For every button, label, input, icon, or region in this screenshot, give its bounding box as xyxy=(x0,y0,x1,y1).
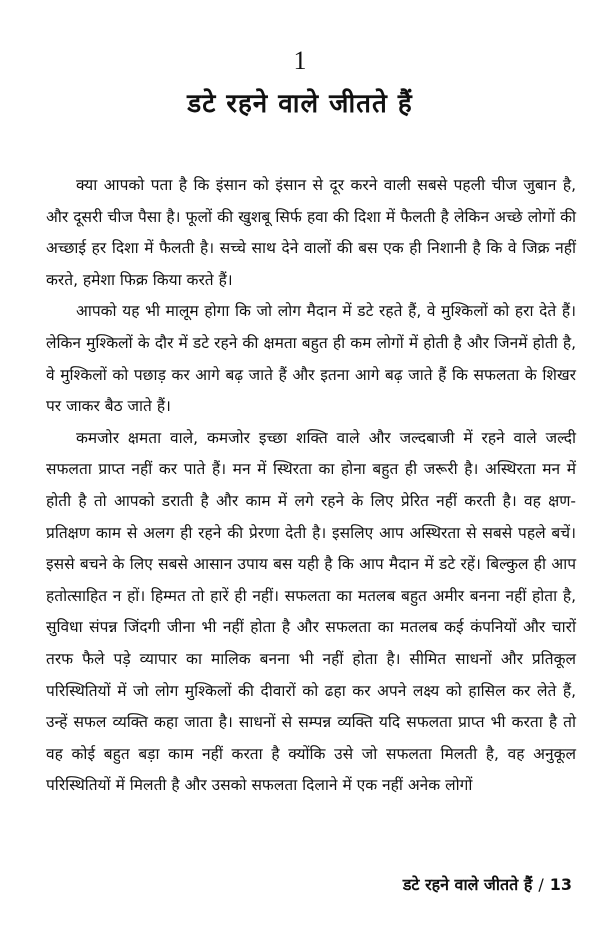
paragraph-1: क्या आपको पता है कि इंसान को इंसान से दूर करने वाली सबसे पहली चीज जुबान है, और दूसरी चीज पैसा है। फूलों की खुशबू सिर्फ हवा की दिशा में फैलती है लेकिन अच्छे लोगों की अच्छाई हर दिशा में फैलती है। सच्चे साथ देने वालों की बस एक ही निशानी है कि वे जिक्र नहीं करते, हमेशा फिक्र किया करते हैं। xyxy=(46,176,576,289)
paragraph-3: कमजोर क्षमता वाले, कमजोर इच्छा शक्ति वाले और जल्दबाजी में रहने वाले जल्दी सफलता प्राप्त नहीं कर पाते हैं। मन में स्थिरता का होना बहुत ही जरूरी है। अस्थिरता मन में होती है तो आपको डराती है और काम में लगे रहने के लिए प्रेरित नहीं करती है। वह क्षण-प्रतिक्षण काम से अलग ही रहने की प्रेरणा देती है। इसलिए आप अस्थिरता से सबसे पहले बचें। इससे बचने के लिए सबसे आसान उपाय बस यही है कि आप मैदान में डटे रहें। बिल्कुल ही आप हतोत्साहित न हों। हिम्मत तो हारें ही नहीं। सफलता का मतलब बहुत अमीर बनना नहीं होता है, सुविधा संपन्न जिंदगी जीना भी नहीं होता है और सफलता का मतलब कई कंपनियों और चारों तरफ फैले पड़े व्यापार का मालिक बनना भी नहीं होता है। सीमित साधनों और प्रतिकूल परिस्थितियों में जो लोग मुश्किलों की दीवारों को ढहा कर अपने लक्ष्य को हासिल कर लेते हैं, उन्हें सफल व्यक्ति कहा जाता है। साधनों से सम्पन्न व्यक्ति यदि सफलता प्राप्त भी करता है तो वह कोई बहुत बड़ा काम नहीं करता है क्योंकि उसे जो सफलता मिलती है, वह अनुकूल परिस्थितियों में मिलती है और उसको सफलता दिलाने में एक नहीं अनेक लोगों xyxy=(46,428,576,795)
body-text xyxy=(46,170,576,802)
paragraph-2: आपको यह भी मालूम होगा कि जो लोग मैदान में डटे रहते हैं, वे मुश्किलों को हरा देते हैं। लेकिन मुश्किलों के दौर में डटे रहने की क्षमता बहुत ही कम लोगों में होती है और जिनमें होती है, वे मुश्किलों को पछाड़ कर आगे बढ़ जाते हैं और इतना आगे बढ़ जाते हैं कि सफलता के शिखर पर जाकर बैठ जाते हैं। xyxy=(46,302,576,416)
page-footer xyxy=(403,872,572,898)
chapter-number: 1 xyxy=(293,46,307,75)
chapter-title: डटे रहने वाले जीतते हैं xyxy=(187,89,413,119)
page-number: 13 xyxy=(549,875,572,894)
running-title: डटे रहने वाले जीतते हैं xyxy=(402,875,533,894)
footer-separator: / xyxy=(538,875,544,894)
